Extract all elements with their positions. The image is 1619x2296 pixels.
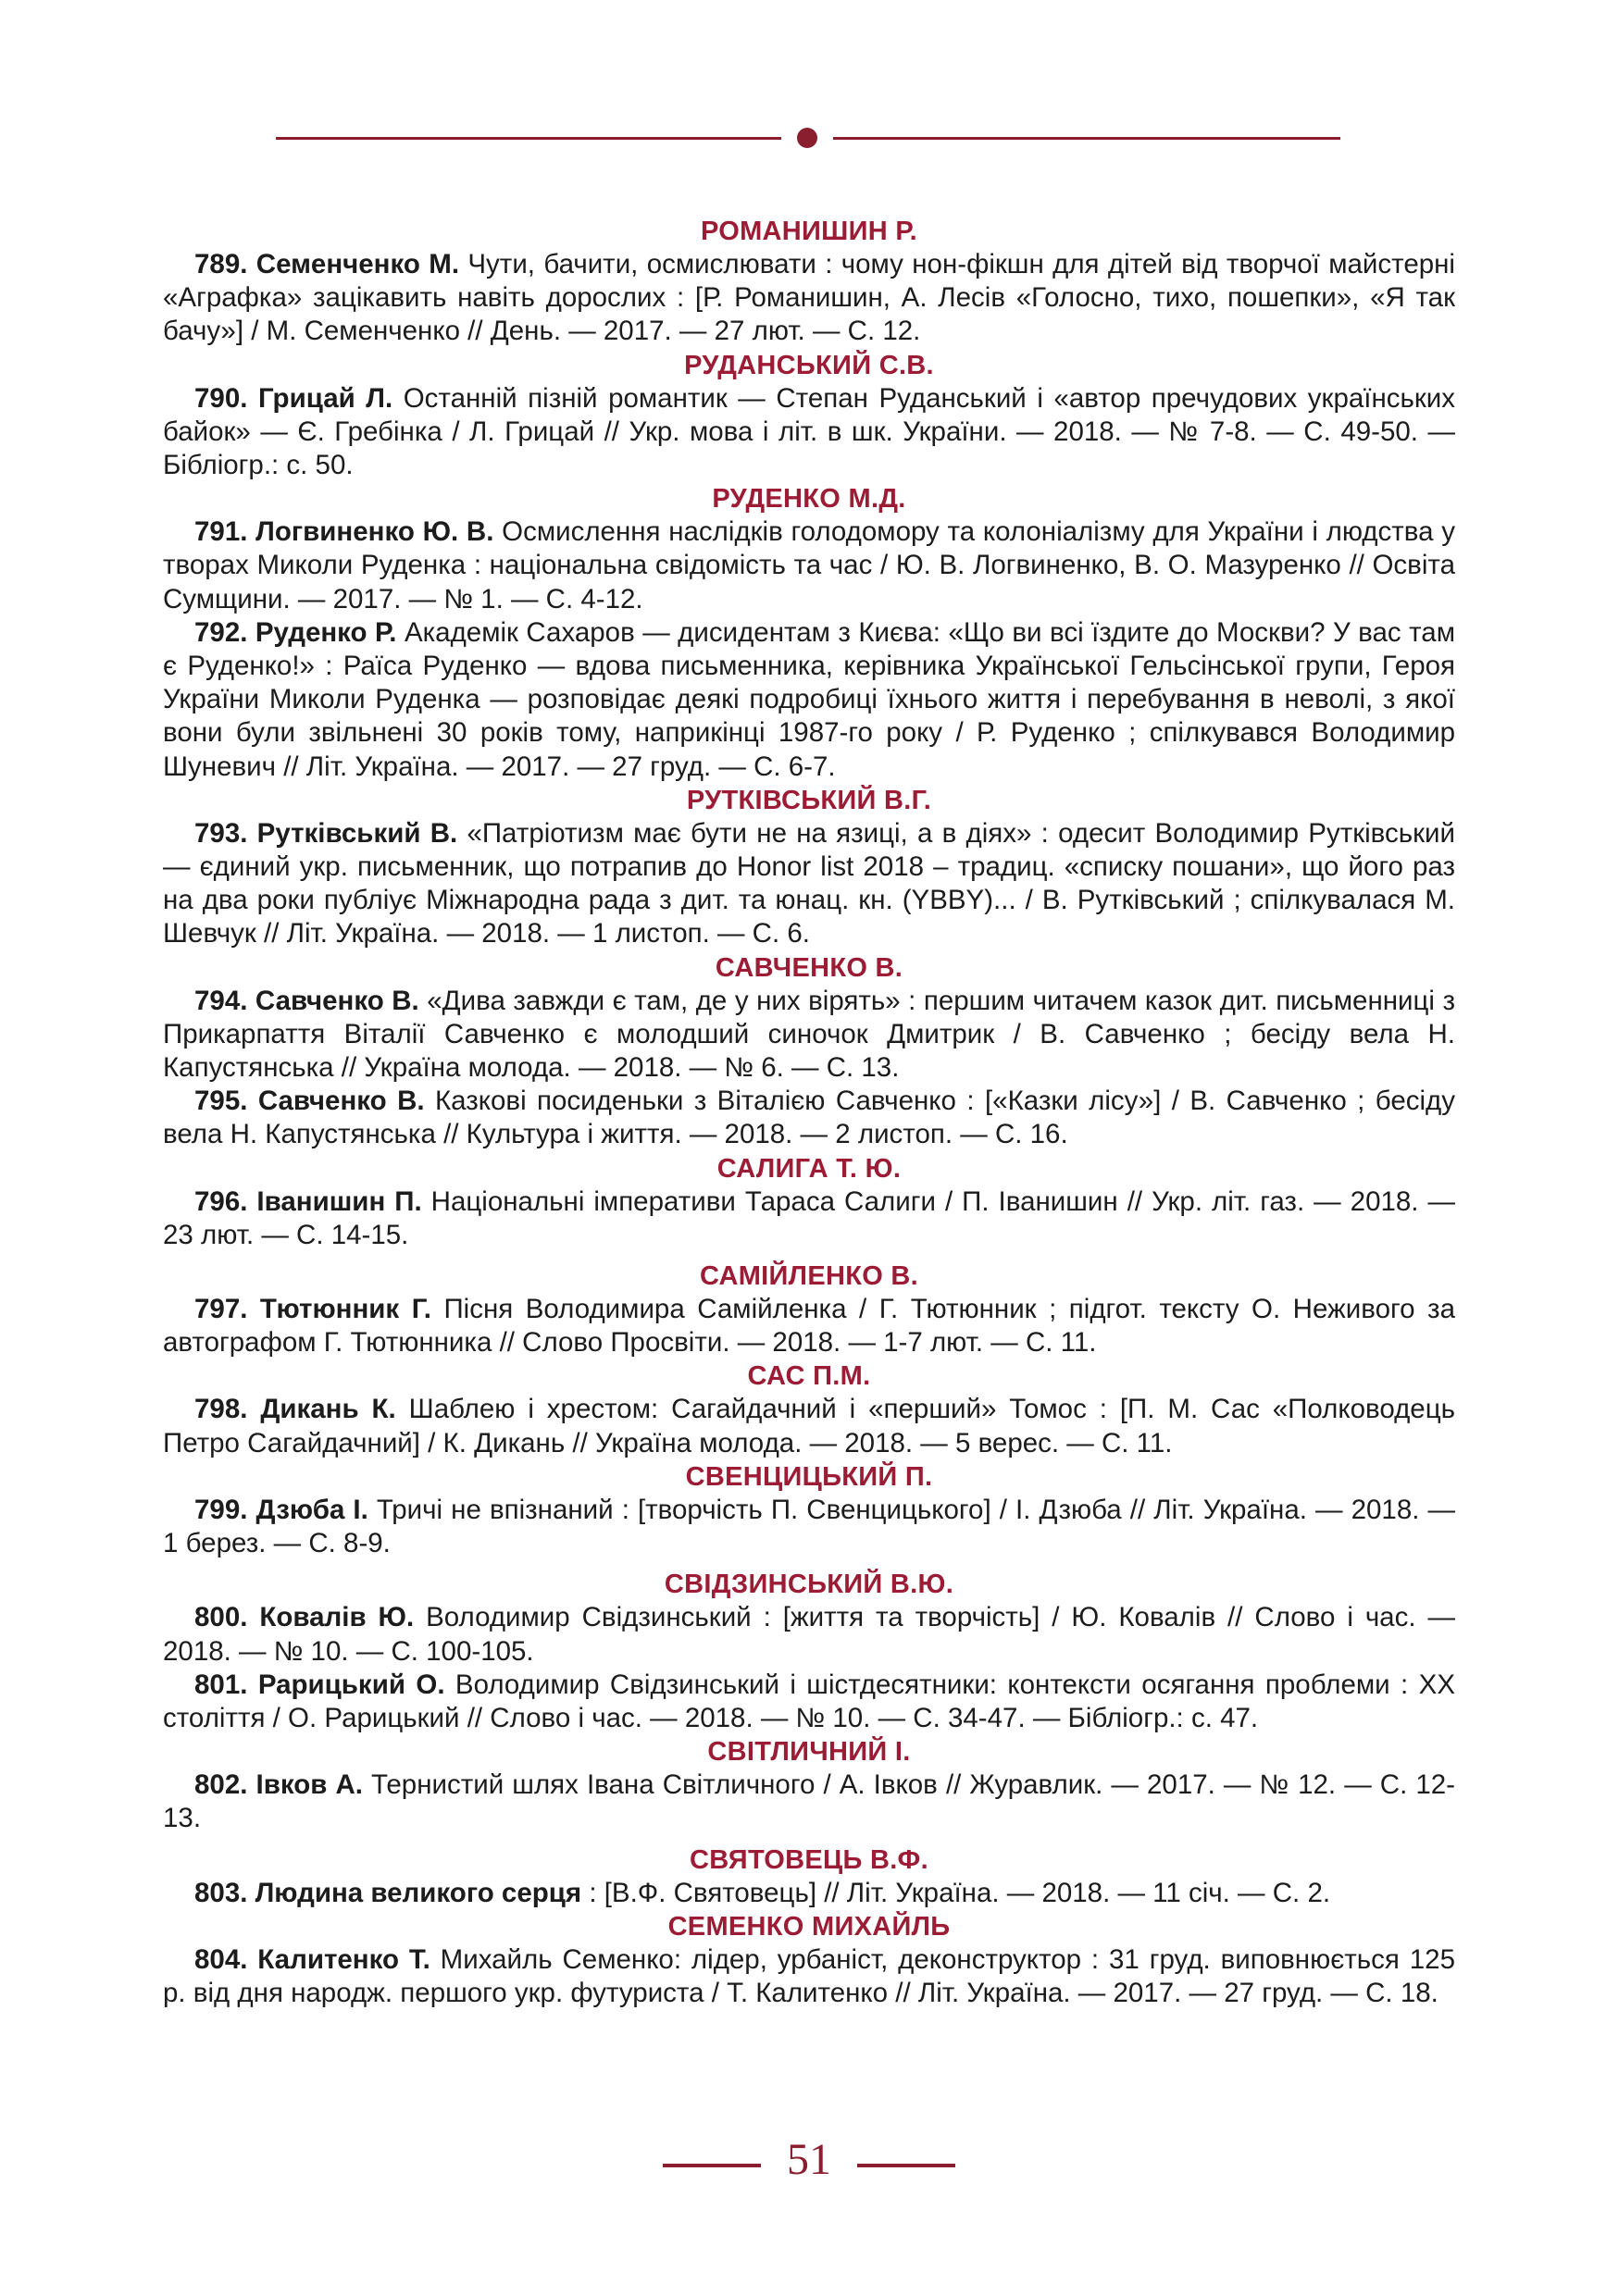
section-heading: РОМАНИШИН Р. (700, 217, 918, 246)
section (163, 1910, 1455, 2010)
entry-author: 793. Рутківський В. (194, 817, 458, 849)
footer-line-right (857, 2164, 955, 2167)
entry-author: 804. Калитенко Т. (194, 1943, 430, 1975)
section-heading: СВІТЛИЧНИЙ І. (707, 1737, 911, 1768)
entry-text: Володимир Свідзинський : [життя та творчість] / Ю. Ковалів // Слово і час. — 2018. — № 10. — С. 100-105. (163, 1602, 1455, 1667)
entry-author: 801. Рарицький О. (194, 1669, 445, 1700)
bibliography-entry (163, 1085, 1455, 1151)
entry-text: Тернистий шлях Івана Світличного / А. Івков // Журавлик. — 2017. — № 12. — С. 12-13. (163, 1769, 1455, 1834)
section-heading: СЕМЕНКО МИХАЙЛЬ (667, 1911, 951, 1942)
section-heading: РУТКІВСЬКИЙ В.Г. (686, 785, 932, 815)
section-heading: САЛИГА Т. Ю. (716, 1153, 902, 1184)
bibliography-content (163, 215, 1455, 2010)
section (163, 215, 1455, 349)
section (163, 1460, 1455, 1560)
entry-text: Володимир Свідзинський і шістдесятники: контексти осягання проблеми : XX століття / О. Рарицький // Слово і час. — 2018. — № 10. — С. 34-47. — Бібліогр.: с. 47. (163, 1669, 1455, 1733)
entry-author: 800. Ковалів Ю. (194, 1602, 415, 1633)
bibliography-entry (163, 1393, 1455, 1459)
section-heading: РУДЕНКО М.Д. (712, 484, 906, 515)
section (163, 1260, 1455, 1359)
section (163, 1843, 1455, 1910)
section-heading: СВІДЗИНСЬКИЙ В.Ю. (664, 1570, 954, 1600)
entry-author: 792. Руденко Р. (194, 616, 397, 648)
entry-author: 802. Івков А. (194, 1769, 363, 1801)
section (163, 951, 1455, 1152)
bibliography-entry (163, 1601, 1455, 1668)
entry-text: Шаблею і хрестом: Сагайдачний і «перший» Томос : [П. М. Сас «Полководець Петро Сагайдачний] / К. Дикань // Україна молода. — 2018. — 5 верес. — С. 11. (163, 1394, 1455, 1458)
entry-text: Чути, бачити, осмислювати : чому нон-фікшн для дітей від творчої майстерні «Аграфка» зацікавить навіть дорослих : [Р. Романишин, А. Лесів «Голосно, тихо, пошепки», «Я так бачу»] / М. Семенченко // День. — 2017. — 27 лют. — С. 12. (163, 249, 1455, 347)
bibliography-entry (163, 1185, 1455, 1252)
bibliography-entry (163, 382, 1455, 483)
section (163, 784, 1455, 951)
entry-author: 789. Семенченко М. (194, 249, 460, 279)
entry-author: 790. Грицай Л. (194, 382, 393, 414)
entry-text: : [В.Ф. Святовець] // Літ. Україна. — 2018. — 11 січ. — С. 2. (581, 1877, 1331, 1908)
entry-text: Михайль Семенко: лідер, урбаніст, деконструктор : 31 груд. виповнюється 125 р. від дня народж. першого укр. футуриста / Т. Калитенко // Літ. Україна. — 2017. — 27 груд. — С. 18. (163, 1943, 1455, 2008)
entry-text: Останній пізній романтик — Степан Руданський і «автор пречудових українських байок» — Є. Гребінка / Л. Грицай // Укр. мова і літ. в шк. України. — 2018. — № 7-8. — С. 49-50. — Бібліогр.: с. 50. (163, 382, 1456, 481)
bibliography-entry (163, 985, 1455, 1086)
bibliography-entry (163, 248, 1455, 349)
bibliography-entry (163, 817, 1455, 951)
entry-author: 795. Савченко В. (194, 1086, 425, 1117)
section (163, 1152, 1455, 1252)
entry-text: «Дива завжди є там, де у них вірять» : першим читачем казок дит. письменниці з Прикарпаття Віталії Савченко є молодший синочок Дмитрик / В. Савченко ; бесіду вела Н. Капустянська // Україна молода. — 2018. — № 6. — С. 13. (163, 985, 1456, 1084)
footer-line-left (663, 2164, 761, 2167)
section (163, 1568, 1455, 1735)
section (163, 349, 1455, 483)
entry-text: Тричі не впізнаний : [творчість П. Свенцицького] / І. Дзюба // Літ. Україна. — 2018. — 1 берез. — С. 8-9. (163, 1494, 1456, 1559)
section (163, 482, 1455, 784)
bibliography-entry (163, 1943, 1455, 2010)
bibliography-entry (163, 1293, 1455, 1359)
section-heading: САВЧЕНКО В. (715, 952, 903, 983)
ornament-line-right (833, 137, 1340, 140)
entry-author: 803. Людина великого серця (194, 1877, 582, 1908)
section-heading: САС П.М. (747, 1361, 871, 1392)
entry-text: Казкові посиденьки з Віталією Савченко : [«Казки лісу»] / В. Савченко ; бесіду вела Н. Капустянська // Культура і життя. — 2018. — 2 листоп. — С. 16. (163, 1086, 1456, 1150)
bibliography-entry (163, 1769, 1455, 1835)
section-heading: РУДАНСЬКИЙ С.В. (684, 350, 934, 380)
section-heading: СВЕНЦИЦЬКИЙ П. (685, 1461, 933, 1492)
bibliography-entry (163, 515, 1455, 616)
bibliography-entry (163, 1877, 1455, 1910)
entry-text: Пісня Володимира Самійленка / Г. Тютюнник ; підгот. тексту О. Неживого за автографом Г. Тютюнника // Слово Просвіти. — 2018. — 1-7 лют. — С. 11. (163, 1294, 1455, 1359)
ornament-dot (797, 128, 817, 148)
entry-text: «Патріотизм має бути не на язиці, а в діях» : одесит Володимир Рутківський — єдиний укр. письменник, що потрапив до Honor list 2018 – традиц. «списку пошани», що його раз на два роки публіує Міжнародна рада з дит. та юнац. кн. (YBBY)... / В. Рутківський ; спілкувалася М. Шевчук // Літ. Україна. — 2018. — 1 листоп. — С. 6. (163, 817, 1455, 949)
top-ornament (276, 128, 1340, 150)
entry-author: 796. Іванишин П. (194, 1185, 422, 1217)
ornament-line-left (276, 137, 781, 140)
entry-text: Академік Сахаров — дисидентам з Києва: «Що ви всі їздите до Москви? У вас там є Руденко!» : Раїса Руденко — вдова письменника, керівника Української Гельсінської групи, Героя України Миколи Руденка — розповідає деякі подробиці їхнього життя і перебування в неволі, з якої вони були звільнені 30 років тому, наприкінці 1987-го року / Р. Руденко ; спілкувався Володимир Шуневич // Літ. Україна. — 2017. — 27 груд. — С. 6-7. (163, 616, 1455, 782)
entry-author: 797. Тютюнник Г. (194, 1294, 431, 1325)
entry-text: Національні імперативи Тараса Салиги / П. Іванишин // Укр. літ. газ. — 2018. — 23 лют. — С. 14-15. (163, 1185, 1455, 1250)
bibliography-entry (163, 1494, 1455, 1560)
page-number: 51 (787, 2135, 831, 2184)
page-footer (663, 2130, 955, 2195)
section (163, 1359, 1455, 1459)
entry-author: 794. Савченко В. (194, 985, 419, 1016)
entry-author: 798. Дикань К. (194, 1394, 396, 1425)
section (163, 1735, 1455, 1835)
section-heading: СВЯТОВЕЦЬ В.Ф. (690, 1844, 928, 1875)
entry-author: 791. Логвиненко Ю. В. (194, 516, 494, 548)
entry-text: Осмислення наслідків голодомору та колоніалізму для України і людства у творах Миколи Руденка : національна свідомість та час / Ю. В. Логвиненко, В. О. Мазуренко // Освіта Сумщини. — 2017. — № 1. — С. 4-12. (163, 516, 1455, 614)
section-heading: САМІЙЛЕНКО В. (699, 1261, 919, 1292)
bibliography-entry (163, 1669, 1455, 1735)
bibliography-entry (163, 616, 1455, 784)
entry-author: 799. Дзюба І. (194, 1494, 368, 1525)
